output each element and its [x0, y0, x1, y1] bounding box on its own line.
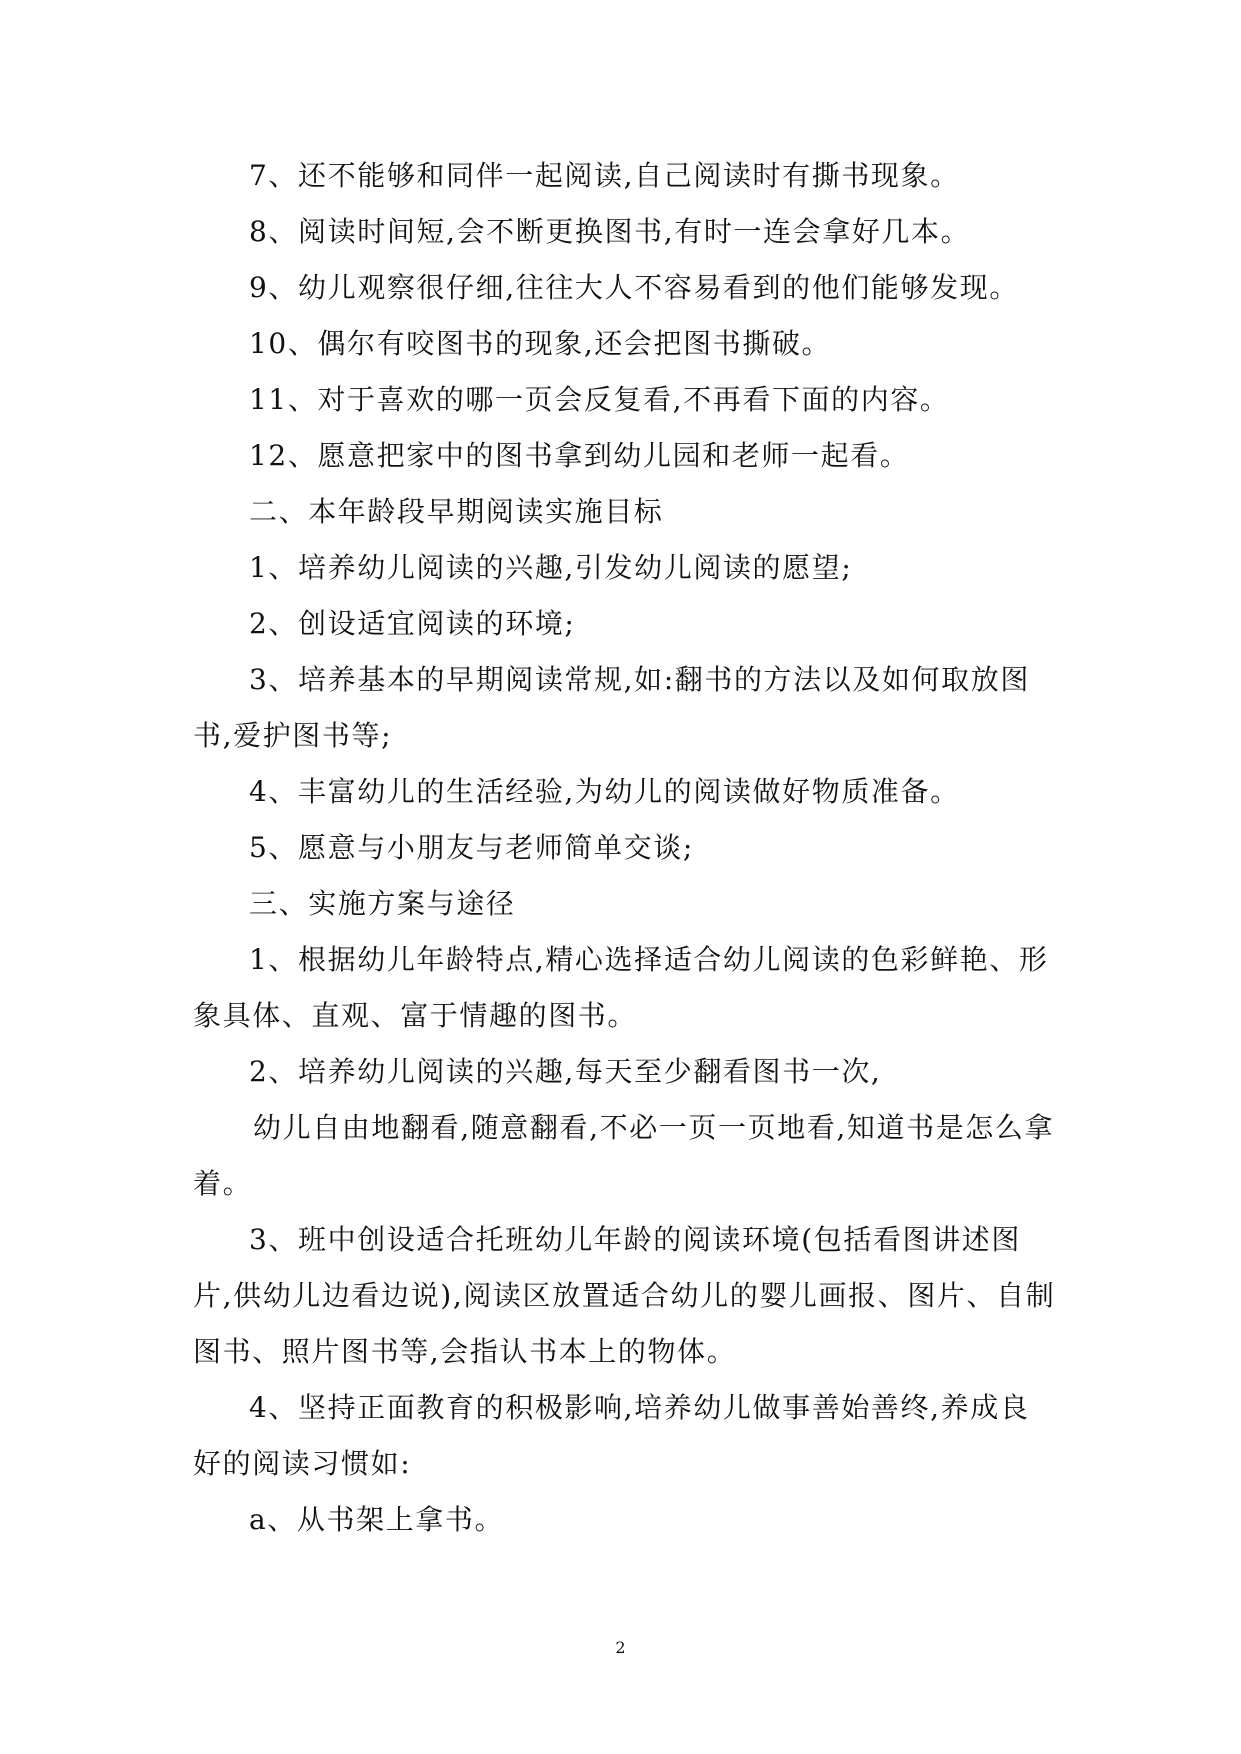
goal-item-4: 4、丰富幼儿的生活经验,为幼儿的阅读做好物质准备。 [249, 775, 960, 808]
goal-item-1: 1、培养幼儿阅读的兴趣,引发幼儿阅读的愿望; [249, 551, 853, 584]
plan-item-2: 2、培养幼儿阅读的兴趣,每天至少翻看图书一次, [249, 1055, 882, 1088]
plan-item-3: 3、班中创设适合托班幼儿年龄的阅读环境(包括看图讲述图片,供幼儿边看边说),阅读区放置适合幼儿的婴儿画报、图片、自制图书、照片图书等,会指认书本上的物体。 [193, 1223, 1056, 1368]
list-item-7: 7、还不能够和同伴一起阅读,自己阅读时有撕书现象。 [249, 159, 960, 192]
plan-item-2-continued: 幼儿自由地翻看,随意翻看,不必一页一页地看,知道书是怎么拿着。 [193, 1111, 1055, 1200]
plan-item-4a: a、从书架上拿书。 [249, 1503, 505, 1536]
document-body [193, 148, 1059, 1548]
list-item-11: 11、对于喜欢的哪一页会反复看,不再看下面的内容。 [249, 383, 950, 416]
goal-item-5: 5、愿意与小朋友与老师简单交谈; [249, 831, 694, 864]
plan-item-1: 1、根据幼儿年龄特点,精心选择适合幼儿阅读的色彩鲜艳、形象具体、直观、富于情趣的图书。 [193, 943, 1049, 1032]
list-item-12: 12、愿意把家中的图书拿到幼儿园和老师一起看。 [249, 439, 910, 472]
list-item-8: 8、阅读时间短,会不断更换图书,有时一连会拿好几本。 [249, 215, 971, 248]
page-number: 2 [615, 1638, 626, 1657]
goal-item-3: 3、培养基本的早期阅读常规,如:翻书的方法以及如何取放图书,爱护图书等; [193, 663, 1030, 752]
list-item-9: 9、幼儿观察很仔细,往往大人不容易看到的他们能够发现。 [249, 271, 1019, 304]
list-item-10: 10、偶尔有咬图书的现象,还会把图书撕破。 [249, 327, 832, 360]
section-heading-3: 三、实施方案与途径 [249, 887, 516, 920]
plan-item-4: 4、坚持正面教育的积极影响,培养幼儿做事善始善终,养成良好的阅读习惯如: [193, 1391, 1030, 1480]
section-heading-2: 二、本年龄段早期阅读实施目标 [249, 495, 664, 528]
goal-item-2: 2、创设适宜阅读的环境; [249, 607, 576, 640]
